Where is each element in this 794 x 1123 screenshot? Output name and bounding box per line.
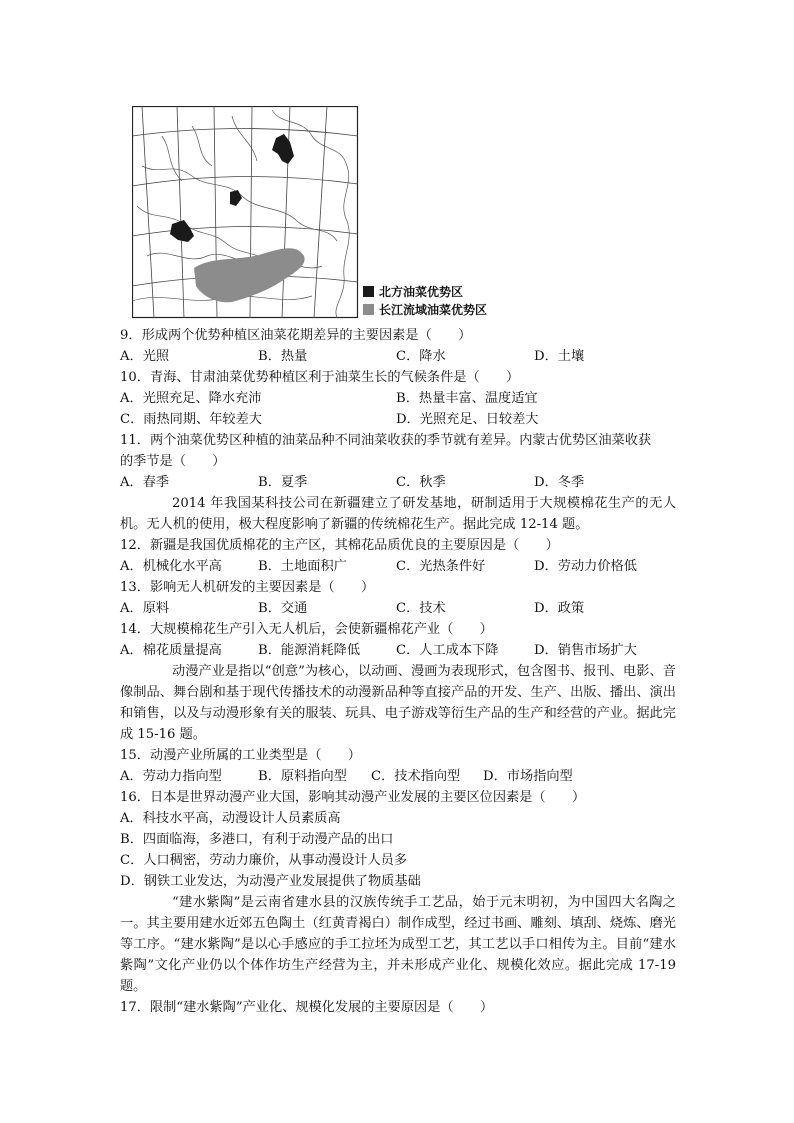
q16-option-d: D．钢铁工业发达，为动漫产业发展提供了物质基础 (120, 874, 421, 889)
q11-option-b: B．夏季 (258, 475, 308, 490)
question-17-stem: 17．限制“建水紫陶”产业化、规模化发展的主要原因是（ ） (120, 1000, 494, 1015)
q11-option-c: C．秋季 (396, 475, 446, 490)
q12-option-b: B．土地面积广 (258, 559, 347, 574)
q10-option-a: A．光照充足、降水充沛 (120, 391, 262, 406)
legend-swatch-dark (363, 286, 374, 297)
q16-option-a: A．科技水平高，动漫设计人员素质高 (120, 811, 341, 826)
legend-yangtze (363, 301, 487, 318)
q12-option-d: D．劳动力价格低 (534, 559, 637, 574)
q15-option-c: C．技术指向型 (371, 769, 461, 784)
legend-label: 北方油菜优势区 (379, 285, 464, 299)
q14-option-b: B．能源消耗降低 (258, 643, 361, 658)
q13-option-a: A．原料 (120, 601, 170, 616)
q10-option-c: C．雨热同期、年较差大 (120, 412, 262, 427)
q11-option-a: A．春季 (120, 475, 170, 490)
question-12-stem: 12．新疆是我国优质棉花的主产区，其棉花品质优良的主要原因是（ ） (120, 538, 559, 553)
q9-option-b: B．热量 (258, 349, 308, 364)
question-9-stem: 9．形成两个优势种植区油菜花期差异的主要因素是（ ） (120, 328, 472, 343)
q14-option-d: D．销售市场扩大 (534, 643, 637, 658)
legend-label: 长江流域油菜优势区 (379, 303, 488, 317)
question-13-stem: 13．影响无人机研发的主要因素是（ ） (120, 580, 375, 595)
question-11-stem-cont: 的季节是（ ） (120, 454, 226, 469)
q9-option-a: A．光照 (120, 349, 170, 364)
q11-option-d: D．冬季 (534, 475, 585, 490)
question-15-stem: 15．动漫产业所属的工业类型是（ ） (120, 748, 361, 763)
q15-option-d: D．市场指向型 (483, 769, 573, 784)
q15-option-a: A．劳动力指向型 (120, 769, 222, 784)
passage-12-14: 2014 年我国某科技公司在新疆建立了研发基地，研制适用于大规模棉花生产的无人机。无人机的使用，极大程度影响了新疆的传统棉花生产。据此完成 12-14 题。 (120, 496, 676, 532)
q13-option-b: B．交通 (258, 601, 308, 616)
passage-17-19: “建水紫陶”是云南省建水县的汉族传统手工艺品，始于元末明初，为中国四大名陶之一。其主要用建水近郊五色陶土（红黄青褐白）制作成型，经过书画、雕刻、填刮、烧炼、磨光等工序。“建水紫陶”是以心手感应的手工拉坯为成型工艺，其工艺以手口相传为主。目前“建水紫陶”文化产业仍以个体作坊生产经营为主，并未形成产业化、规模化效应。据此完成 17-19 题。 (120, 895, 676, 994)
q9-option-d: D．土壤 (534, 349, 585, 364)
question-11-stem: 11．两个油菜优势区种植的油菜品种不同油菜收获的季节就有差异。内蒙古优势区油菜收获 (120, 433, 652, 448)
q15-option-b: B．原料指向型 (258, 769, 347, 784)
q10-option-b: B．热量丰富、温度适宜 (396, 391, 538, 406)
q10-option-d: D．光照充足、日较差大 (396, 412, 539, 427)
q16-option-b: B．四面临海，多港口，有利于动漫产品的出口 (120, 832, 394, 847)
q16-option-c: C．人口稠密，劳动力廉价，从事动漫设计人员多 (120, 853, 408, 868)
question-14-stem: 14．大规模棉花生产引入无人机后，会使新疆棉花产业（ ） (120, 622, 493, 637)
q13-option-d: D．政策 (534, 601, 585, 616)
q9-option-c: C．降水 (396, 349, 446, 364)
legend-northern (363, 283, 463, 300)
question-16-stem: 16．日本是世界动漫产业大国，影响其动漫产业发展的主要区位因素是（ ） (120, 790, 586, 805)
passage-15-16: 动漫产业是指以“创意”为核心，以动画、漫画为表现形式，包含图书、报刊、电影、音像制品、舞台剧和基于现代传播技术的动漫新品种等直接产品的开发、生产、出版、播出、演出和销售，以及与动漫形象有关的服装、玩具、电子游戏等衍生产品的生产和经营的产业。据此完成 15-16 题。 (120, 664, 676, 742)
q14-option-c: C．人工成本下降 (396, 643, 499, 658)
q12-option-a: A．机械化水平高 (120, 559, 222, 574)
question-10-stem: 10．青海、甘肃油菜优势种植区利于油菜生长的气候条件是（ ） (120, 370, 520, 385)
q12-option-c: C．光热条件好 (396, 559, 486, 574)
q13-option-c: C．技术 (396, 601, 446, 616)
legend-swatch-gray (363, 304, 374, 315)
q14-option-a: A．棉花质量提高 (120, 643, 222, 658)
